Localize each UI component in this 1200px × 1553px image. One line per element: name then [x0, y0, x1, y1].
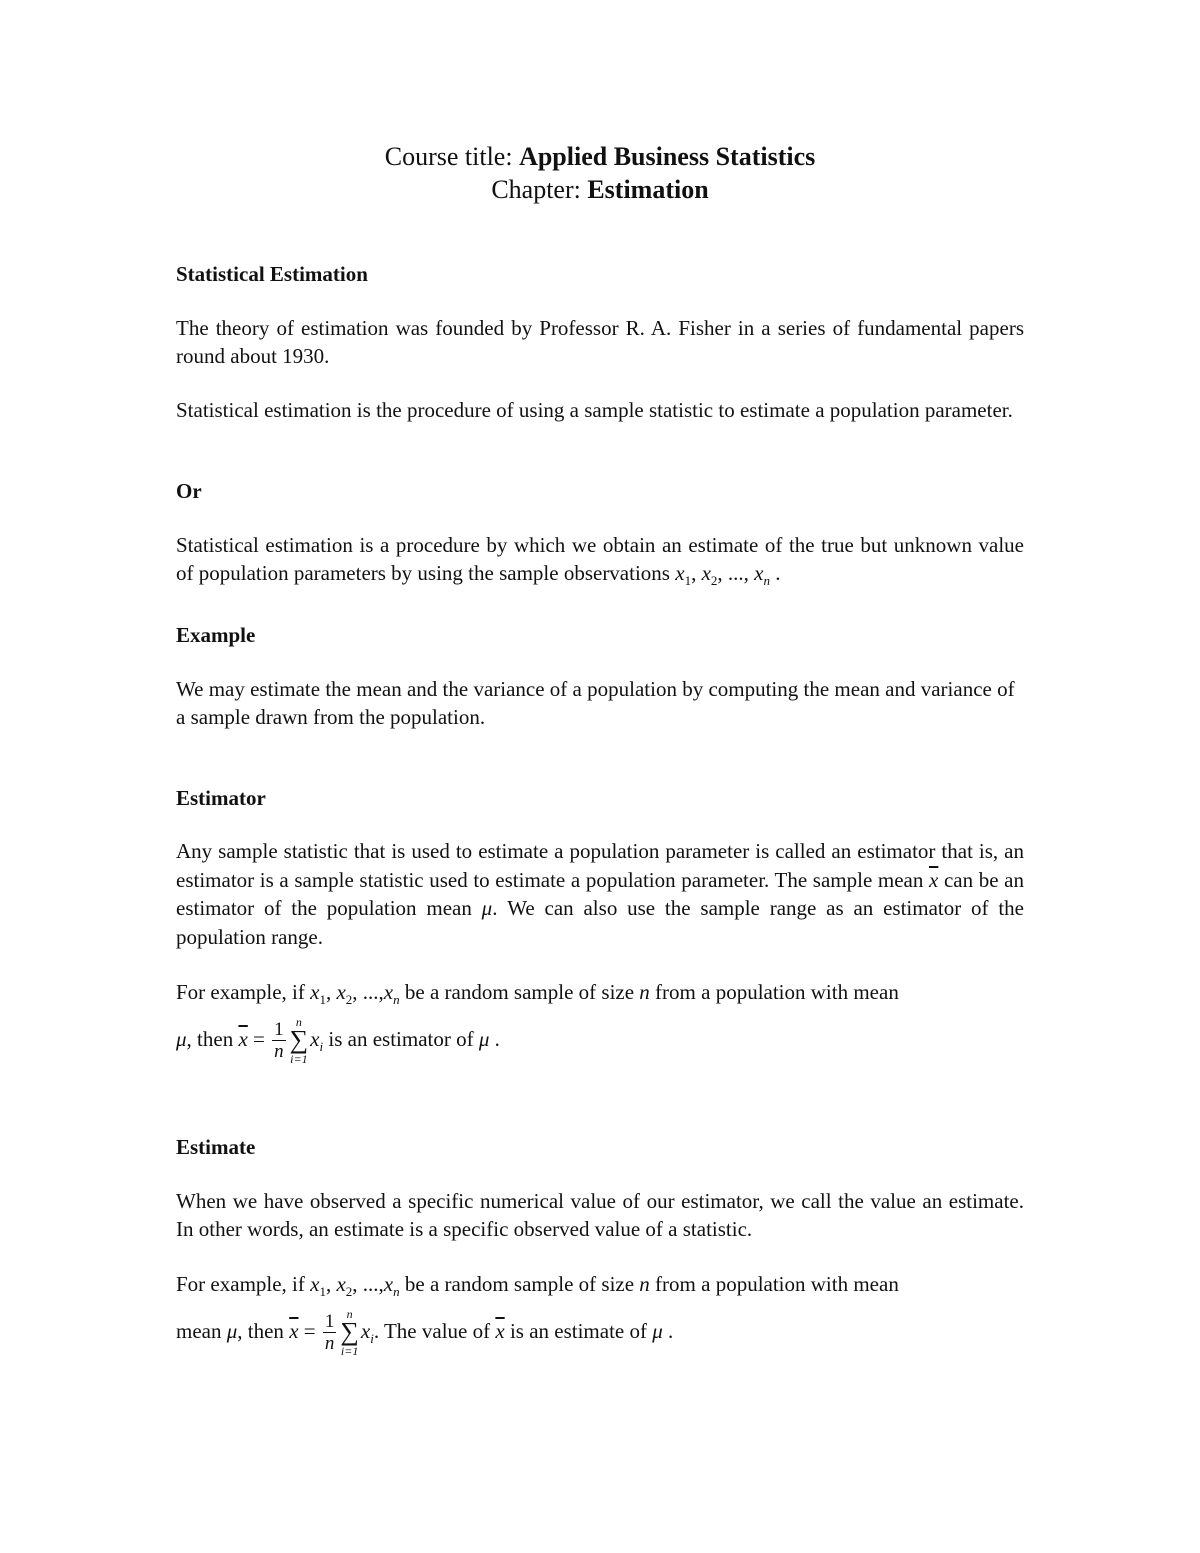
paragraph-estimator-example-line1: For example, if $x_1$, $x_2$, $...,x_n$ be a random sample of size n from a population with mean	[176, 980, 899, 1007]
sample-observations-formula: $x_1$, $x_2$, ..., $x_n$	[675, 561, 770, 588]
course-title	[0, 140, 1200, 173]
paragraph-definition-2: Statistical estimation is a procedure by which we obtain an estimate of the true but unknown value of population parameters by using the sample observations $x_1$, $x_2$, ..., $x_n$ .	[176, 533, 1024, 588]
summation-symbol-2: n ∑ i=1	[340, 1307, 359, 1358]
mu-symbol: μ	[481, 896, 493, 920]
paragraph-estimate-example-line2: mean μ, then $\overline{x}$ = $\frac{1}{n}$ n ∑ i=1 $x_i$. The value of $\overline{x}$ is an estimate of μ .	[176, 1307, 674, 1358]
sample-formula: $x_1$, $x_2$, $...,x_n$	[310, 980, 400, 1007]
one-over-n-fraction-2: $\frac{1}{n}$	[324, 1310, 335, 1354]
course-title-prefix: Course title:	[384, 142, 520, 171]
chapter-title	[0, 173, 1200, 206]
heading-estimate: Estimate	[176, 1135, 256, 1159]
heading-estimator: Estimator	[176, 786, 266, 810]
heading-or: Or	[176, 479, 202, 503]
paragraph-estimator: Any sample statistic that is used to estimate a population parameter is called an estimator that is, an estimator is a sample statistic used to estimate a population parameter. The sample mean $\overline{x}$ can be an estimator of the population mean μ. We can also use the sample range as an estimator of the population range.	[176, 839, 1024, 949]
paragraph-definition-1: Statistical estimation is the procedure of using a sample statistic to estimate a population parameter.	[176, 398, 1013, 422]
chapter-title-name: Estimation	[587, 175, 709, 204]
heading-statistical-estimation: Statistical Estimation	[176, 262, 368, 286]
paragraph-definition-2-text: Statistical estimation is a procedure by which we obtain an estimate of the true but unknown value of population parameters by using the sample observations	[176, 533, 1024, 585]
paragraph-fisher: The theory of estimation was founded by Professor R. A. Fisher in a series of fundamental papers round about 1930.	[176, 316, 1024, 368]
paragraph-example: We may estimate the mean and the variance of a population by computing the mean and variance of a sample drawn from the population.	[176, 677, 1015, 729]
chapter-title-prefix: Chapter:	[491, 175, 588, 204]
title-block	[0, 140, 1200, 206]
paragraph-estimator-example-line2: μ, then $\overline{x}$ = $\frac{1}{n}$ n ∑ i=1 $x_i$ is an estimator of μ .	[176, 1015, 500, 1066]
paragraph-estimate: When we have observed a specific numerical value of our estimator, we call the value an estimate. In other words, an estimate is a specific observed value of a statistic.	[176, 1189, 1024, 1241]
heading-example: Example	[176, 623, 256, 647]
sample-formula-2: $x_1$, $x_2$, $...,x_n$	[310, 1272, 400, 1299]
summation-symbol: n ∑ i=1	[289, 1015, 309, 1066]
one-over-n-fraction: $\frac{1}{n}$	[274, 1018, 284, 1062]
course-title-name: Applied Business Statistics	[519, 142, 816, 171]
paragraph-estimate-example-line1: For example, if $x_1$, $x_2$, $...,x_n$ be a random sample of size n from a population with mean	[176, 1272, 899, 1299]
xbar-symbol: $\overline{x}$	[929, 867, 939, 892]
